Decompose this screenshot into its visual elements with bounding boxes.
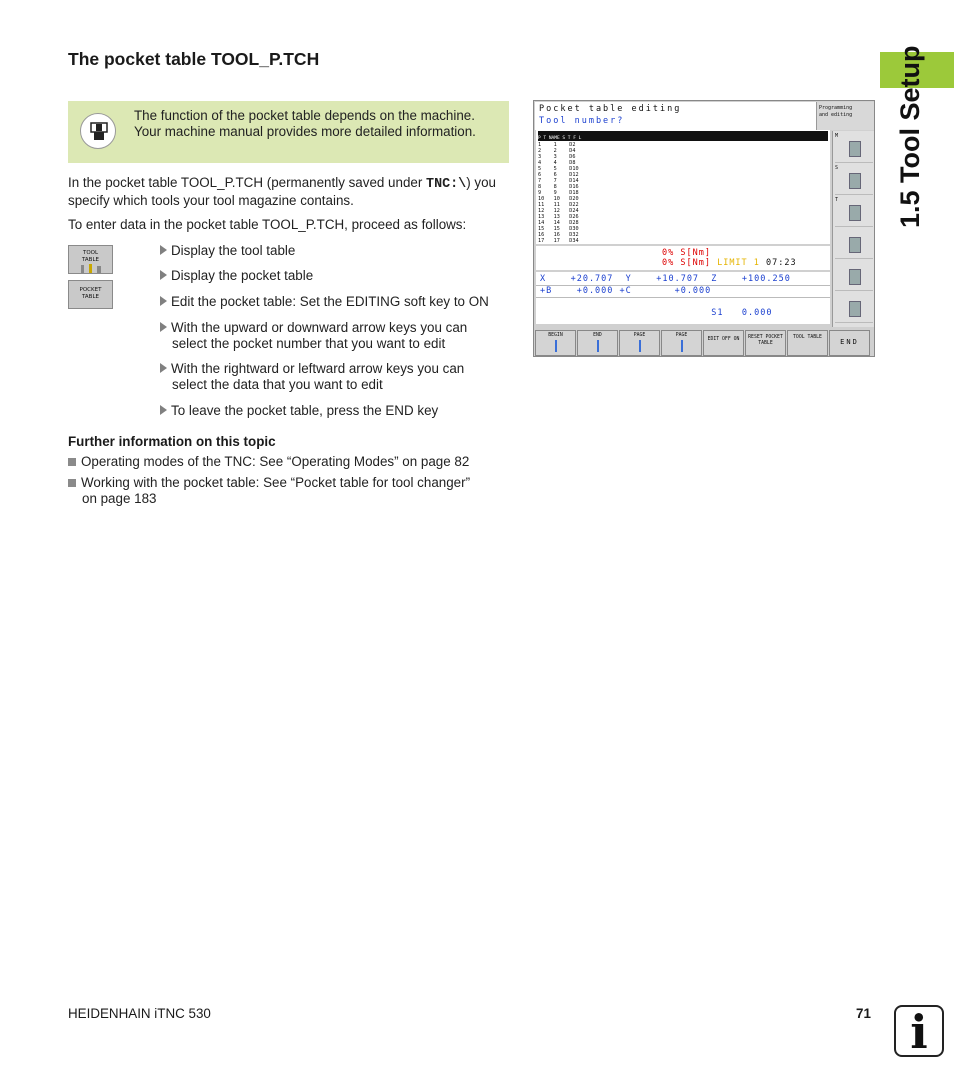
table-row[interactable]: 4 4 D8 xyxy=(538,160,576,166)
side-key-s[interactable]: S xyxy=(835,165,873,195)
table-row[interactable]: 8 8 D16 xyxy=(538,184,579,190)
side-key-override[interactable] xyxy=(835,261,873,291)
spindle-icon xyxy=(849,141,861,157)
screen-softkeys xyxy=(535,330,875,356)
chapter-title: 1.5 Tool Setup xyxy=(895,45,925,228)
step-arrow-icon xyxy=(160,322,167,332)
screen-header: Pocket table editing Tool number? xyxy=(535,102,831,130)
table-row[interactable]: 3 3 D6 xyxy=(538,154,576,160)
machine-note-icon xyxy=(80,113,116,149)
step-arrow-icon xyxy=(160,245,167,255)
table-row[interactable]: 14 14 D28 xyxy=(538,220,579,226)
side-key-t[interactable]: T xyxy=(835,197,873,227)
pocket-table xyxy=(536,130,830,244)
table-row[interactable]: 2 2 D4 xyxy=(538,148,576,154)
table-row[interactable]: 7 7 D14 xyxy=(538,178,579,184)
info-icon: i xyxy=(894,1005,944,1057)
table-row[interactable]: 1 1 D2 xyxy=(538,142,576,148)
machine-note-box xyxy=(68,101,509,163)
table-row[interactable]: 12 12 D24 xyxy=(538,208,579,214)
table-row[interactable]: 17 17 D34 xyxy=(538,238,579,244)
softkey-end[interactable]: END xyxy=(577,330,618,356)
pocket-table-header: P T NAME S T F L xyxy=(538,136,828,141)
table-row[interactable]: 16 16 D32 xyxy=(538,232,579,238)
table-row[interactable]: 5 5 D10 xyxy=(538,166,579,172)
step-item: Display the tool table xyxy=(160,243,515,259)
tool-icon xyxy=(849,173,861,189)
side-key-plus[interactable] xyxy=(835,229,873,259)
arrow-up-icon xyxy=(555,340,557,352)
side-key-m[interactable]: M xyxy=(835,133,873,163)
further-info-bullet: Working with the pocket table: See “Pocket table for tool changer” on page 183 xyxy=(68,475,513,507)
step-item: With the upward or downward arrow keys you can select the pocket number that you want to edit xyxy=(160,320,515,352)
section-title: The pocket table TOOL_P.TCH xyxy=(68,49,320,69)
minus-icon xyxy=(849,301,861,317)
further-info-heading: Further information on this topic xyxy=(68,434,276,449)
softkey-reset-pocket-table[interactable]: RESET POCKET TABLE xyxy=(745,330,786,356)
step-arrow-icon xyxy=(160,363,167,373)
intro-paragraph: In the pocket table TOOL_P.TCH (permanently saved under TNC:\) you specify which tools your tool magazine contains. xyxy=(68,175,496,208)
arrow-down-icon xyxy=(597,340,599,352)
table-row[interactable]: 15 15 D30 xyxy=(538,226,579,232)
plus-icon xyxy=(849,237,861,253)
bullet-square-icon xyxy=(68,479,76,487)
further-info-bullet: Operating modes of the TNC: See “Operating Modes” on page 82 xyxy=(68,454,513,470)
pocket-table-softkey: POCKET TABLE xyxy=(68,280,113,309)
page-number: 71 xyxy=(856,1006,871,1021)
step-item: With the rightward or leftward arrow keys you can select the data that you want to edit xyxy=(160,361,515,393)
step-arrow-icon xyxy=(160,405,167,415)
position-display: X +20.707 Y +10.707 Z +100.250 +B +0.000 +C +0.000 S1 0.000 xyxy=(536,272,830,324)
softkey-page-up[interactable]: PAGE xyxy=(619,330,660,356)
step-item: Edit the pocket table: Set the EDITING soft key to ON xyxy=(160,294,515,310)
screen-side-keys xyxy=(832,131,874,327)
tool-table-softkey: TOOL TABLE xyxy=(68,245,113,274)
arrow-down-icon xyxy=(681,340,683,352)
table-row[interactable]: 10 10 D20 xyxy=(538,196,579,202)
machine-note-text: The function of the pocket table depends on the machine. Your machine manual provides more detailed information. xyxy=(134,108,476,139)
step-arrow-icon xyxy=(160,296,167,306)
table-row[interactable]: 9 9 D18 xyxy=(538,190,579,196)
path-code: TNC:\ xyxy=(426,177,467,192)
bullet-square-icon xyxy=(68,458,76,466)
arrow-up-icon xyxy=(639,340,641,352)
tnc-screen xyxy=(533,100,875,357)
step-arrow-icon xyxy=(160,270,167,280)
softkey-begin[interactable]: BEGIN xyxy=(535,330,576,356)
side-key-minus[interactable] xyxy=(835,293,873,323)
step-item: Display the pocket table xyxy=(160,268,515,284)
softkey-end-table[interactable]: END xyxy=(829,330,870,356)
footer-product: HEIDENHAIN iTNC 530 xyxy=(68,1006,211,1021)
screen-mode: Programming and editing xyxy=(816,102,874,130)
override-icon xyxy=(849,269,861,285)
procedure-intro: To enter data in the pocket table TOOL_P.TCH, proceed as follows: xyxy=(68,217,467,232)
table-row[interactable]: 11 11 D22 xyxy=(538,202,579,208)
table-row[interactable]: 13 13 D26 xyxy=(538,214,579,220)
softkey-page-down[interactable]: PAGE xyxy=(661,330,702,356)
softkey-edit[interactable]: EDIT OFF ON xyxy=(703,330,744,356)
table-row[interactable]: 6 6 D12 xyxy=(538,172,579,178)
step-item: To leave the pocket table, press the END key xyxy=(160,403,515,419)
tool-change-icon xyxy=(849,205,861,221)
softkey-tool-table[interactable]: TOOL TABLE xyxy=(787,330,828,356)
status-display: 0% S[Nm] 0% S[Nm] LIMIT 1 07:23 xyxy=(536,246,830,270)
